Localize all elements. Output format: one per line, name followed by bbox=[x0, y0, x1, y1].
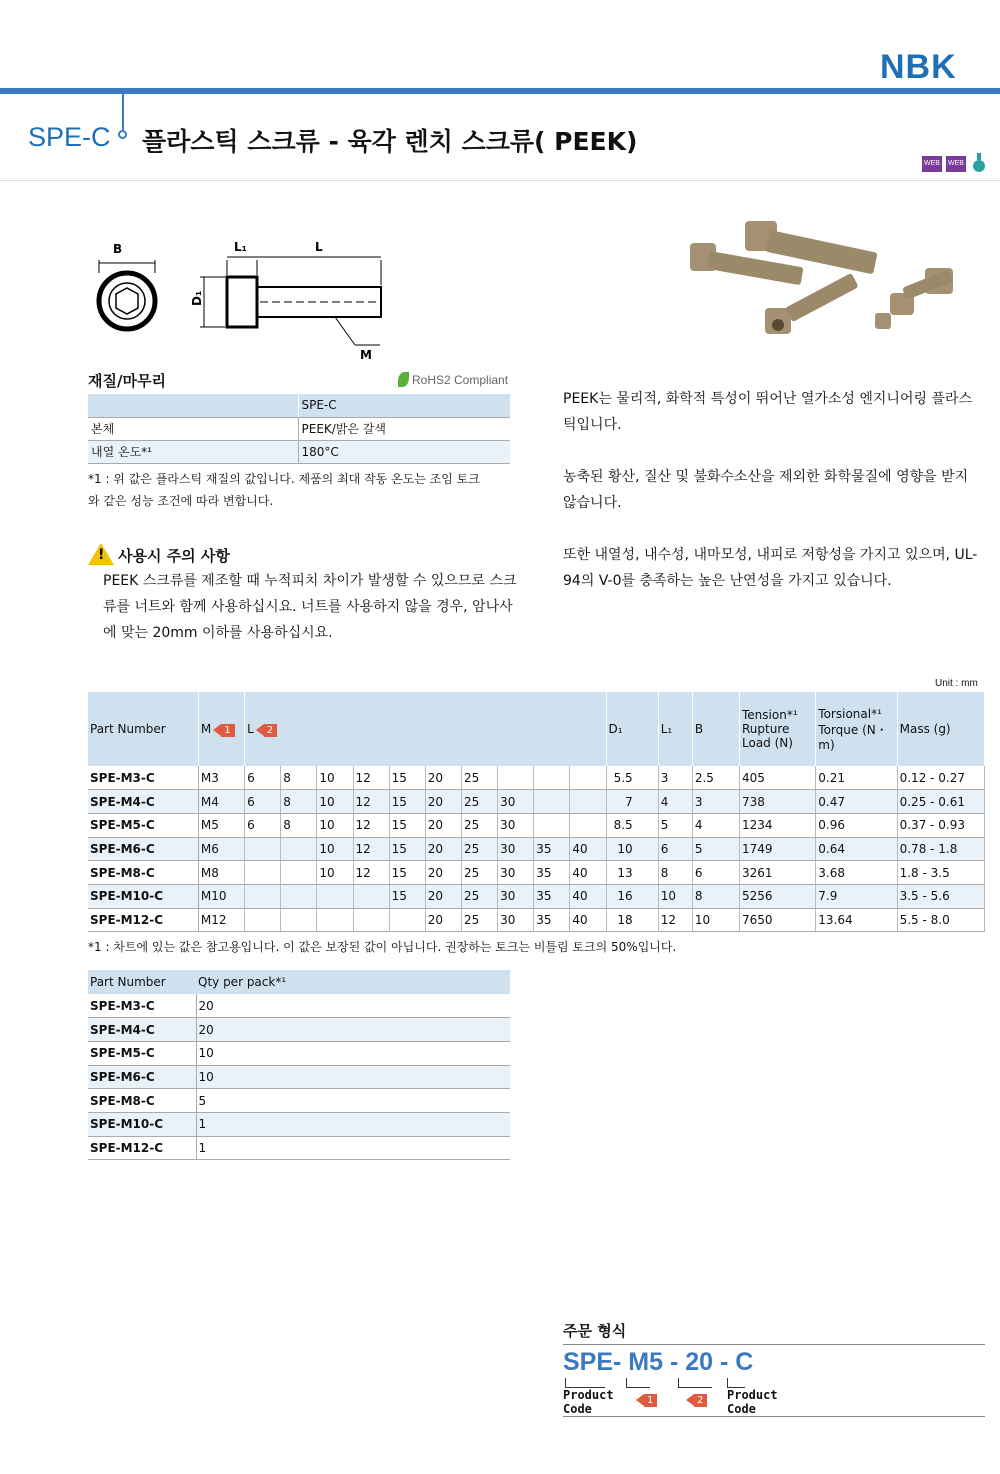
cell-l1: 6 bbox=[658, 837, 692, 861]
cell-l: 10 bbox=[317, 766, 353, 790]
cell-l: 8 bbox=[281, 790, 317, 814]
cell-l: 10 bbox=[317, 861, 353, 885]
cell-l: 15 bbox=[389, 884, 425, 908]
table-row bbox=[88, 1136, 510, 1160]
cell-l bbox=[281, 908, 317, 932]
material-col-header: SPE-C bbox=[298, 394, 510, 417]
material-value: PEEK/밝은 갈색 bbox=[298, 417, 510, 440]
unit-label: Unit : mm bbox=[935, 678, 978, 689]
order-rule-bottom bbox=[563, 1416, 985, 1417]
table-row bbox=[88, 908, 985, 932]
cell-l: 12 bbox=[353, 790, 389, 814]
cell-torque: 13.64 bbox=[816, 908, 897, 932]
bracket-code bbox=[727, 1378, 745, 1388]
screw-drawing bbox=[80, 235, 410, 365]
header-vertical-line bbox=[122, 94, 124, 130]
cell-part-number: SPE-M3-C bbox=[88, 766, 198, 790]
col-l-label: L bbox=[247, 721, 254, 736]
cell-part-number: SPE-M5-C bbox=[88, 813, 198, 837]
brand-logo: NBK bbox=[880, 48, 957, 86]
header-separator bbox=[0, 180, 1000, 181]
cell-l1: 10 bbox=[658, 884, 692, 908]
label-m: M bbox=[360, 348, 372, 362]
cell-b: 4 bbox=[692, 813, 739, 837]
cell-l: 12 bbox=[353, 813, 389, 837]
cell-l: 10 bbox=[317, 837, 353, 861]
cell-qty: 1 bbox=[196, 1112, 510, 1136]
cell-l bbox=[317, 884, 353, 908]
cell-l bbox=[317, 908, 353, 932]
cell-mass: 3.5 - 5.6 bbox=[897, 884, 984, 908]
cell-tension: 5256 bbox=[740, 884, 816, 908]
col-l1: L₁ bbox=[658, 692, 692, 766]
table-row bbox=[88, 813, 985, 837]
cell-l bbox=[534, 766, 570, 790]
cell-l1: 8 bbox=[658, 861, 692, 885]
order-label-product-2: Code bbox=[563, 1402, 592, 1416]
order-tag-2-label: 2 bbox=[694, 1394, 707, 1407]
qty-col-qty: Qty per pack*¹ bbox=[196, 970, 510, 994]
cell-m: M10 bbox=[198, 884, 244, 908]
cell-l: 25 bbox=[461, 861, 497, 885]
cell-b: 10 bbox=[692, 908, 739, 932]
cell-part-number: SPE-M5-C bbox=[88, 1041, 196, 1065]
cell-l bbox=[498, 766, 534, 790]
cell-l: 12 bbox=[353, 837, 389, 861]
cell-l bbox=[389, 908, 425, 932]
table-row bbox=[88, 1041, 510, 1065]
description-paragraph: 농축된 황산, 질산 및 불화수소산을 제외한 화학물질에 영향을 받지 않습니다. bbox=[563, 469, 969, 511]
cell-torque: 0.64 bbox=[816, 837, 897, 861]
cell-l bbox=[570, 813, 606, 837]
material-label: 본체 bbox=[88, 417, 298, 440]
cell-mass: 1.8 - 3.5 bbox=[897, 861, 984, 885]
bracket-l bbox=[678, 1378, 712, 1388]
cell-l: 15 bbox=[389, 813, 425, 837]
cell-l: 25 bbox=[461, 884, 497, 908]
cell-l bbox=[245, 861, 281, 885]
label-l: L bbox=[315, 240, 323, 254]
cell-l: 15 bbox=[389, 790, 425, 814]
cell-qty: 20 bbox=[196, 994, 510, 1018]
cell-l: 25 bbox=[461, 837, 497, 861]
tag-1: 1 bbox=[221, 724, 234, 737]
cell-tension: 1749 bbox=[740, 837, 816, 861]
cell-l: 25 bbox=[461, 908, 497, 932]
order-heading: 주문 형식 bbox=[563, 1322, 627, 1340]
flask-icon bbox=[972, 153, 986, 173]
cell-l: 30 bbox=[498, 837, 534, 861]
order-tag-1-label: 1 bbox=[644, 1394, 657, 1407]
cell-l: 30 bbox=[498, 813, 534, 837]
tag-2: 2 bbox=[264, 724, 277, 737]
cell-d1: 8.5 bbox=[606, 813, 658, 837]
order-label-code bbox=[727, 1388, 778, 1416]
rohs-badge bbox=[398, 372, 508, 387]
cell-l: 20 bbox=[425, 837, 461, 861]
cell-l1: 12 bbox=[658, 908, 692, 932]
cell-mass: 0.25 - 0.61 bbox=[897, 790, 984, 814]
cell-l: 35 bbox=[534, 861, 570, 885]
cell-l bbox=[281, 884, 317, 908]
cell-m: M6 bbox=[198, 837, 244, 861]
cell-torque: 0.47 bbox=[816, 790, 897, 814]
cell-l bbox=[570, 766, 606, 790]
cell-l: 20 bbox=[425, 884, 461, 908]
cell-torque: 7.9 bbox=[816, 884, 897, 908]
cell-l: 40 bbox=[570, 861, 606, 885]
cell-qty: 10 bbox=[196, 1041, 510, 1065]
cell-l: 30 bbox=[498, 861, 534, 885]
table-row bbox=[88, 766, 985, 790]
cell-l: 20 bbox=[425, 766, 461, 790]
cell-tension: 405 bbox=[740, 766, 816, 790]
material-heading: 재질/마무리 bbox=[88, 372, 166, 390]
cell-m: M4 bbox=[198, 790, 244, 814]
col-l bbox=[245, 692, 606, 766]
material-label: 내열 온도*¹ bbox=[88, 440, 298, 463]
cell-m: M8 bbox=[198, 861, 244, 885]
cell-tension: 7650 bbox=[740, 908, 816, 932]
cell-l: 6 bbox=[245, 813, 281, 837]
col-b: B bbox=[692, 692, 739, 766]
caution-body: PEEK 스크류를 제조할 때 누적피치 차이가 발생할 수 있으므로 스크류를 너트와 함께 사용하십시요. 너트를 사용하지 않을 경우, 암나사에 맞는 20mm 이하를 사용하십시요. bbox=[103, 573, 517, 641]
cell-l: 8 bbox=[281, 813, 317, 837]
material-value: 180°C bbox=[298, 440, 510, 463]
cell-tension: 1234 bbox=[740, 813, 816, 837]
caution-heading bbox=[88, 543, 230, 566]
cell-l bbox=[570, 790, 606, 814]
order-tag-2 bbox=[684, 1388, 707, 1407]
col-m bbox=[198, 692, 244, 766]
cell-l: 25 bbox=[461, 790, 497, 814]
col-torque: Torsional*¹ Torque (N・m) bbox=[816, 692, 897, 766]
cell-d1: 13 bbox=[606, 861, 658, 885]
cell-part-number: SPE-M6-C bbox=[88, 837, 198, 861]
table-row bbox=[88, 1112, 510, 1136]
cell-torque: 0.21 bbox=[816, 766, 897, 790]
table-row bbox=[88, 1089, 510, 1113]
cell-l: 40 bbox=[570, 884, 606, 908]
cell-part-number: SPE-M12-C bbox=[88, 1136, 196, 1160]
cell-l: 12 bbox=[353, 766, 389, 790]
order-rule bbox=[563, 1344, 985, 1345]
cell-part-number: SPE-M4-C bbox=[88, 790, 198, 814]
web-icon[interactable]: WEB bbox=[922, 156, 942, 172]
table-row bbox=[88, 994, 510, 1018]
cell-l: 6 bbox=[245, 766, 281, 790]
cell-part-number: SPE-M4-C bbox=[88, 1018, 196, 1042]
page-title: 플라스틱 스크류 - 육각 렌치 스크류( PEEK) bbox=[142, 127, 638, 156]
cell-l: 20 bbox=[425, 861, 461, 885]
cell-mass: 0.37 - 0.93 bbox=[897, 813, 984, 837]
table-row bbox=[88, 1065, 510, 1089]
cell-d1: 7 bbox=[606, 790, 658, 814]
cell-mass: 5.5 - 8.0 bbox=[897, 908, 984, 932]
web-icon-2[interactable]: WEB bbox=[946, 156, 966, 172]
cell-m: M12 bbox=[198, 908, 244, 932]
cell-l: 15 bbox=[389, 837, 425, 861]
cell-l: 10 bbox=[317, 790, 353, 814]
cell-tension: 738 bbox=[740, 790, 816, 814]
qty-table bbox=[88, 970, 510, 1160]
header-dot-icon bbox=[118, 130, 127, 139]
cell-qty: 10 bbox=[196, 1065, 510, 1089]
product-photo bbox=[690, 213, 990, 353]
table-row bbox=[88, 837, 985, 861]
cell-l: 15 bbox=[389, 861, 425, 885]
cell-l bbox=[534, 790, 570, 814]
description-paragraph: PEEK는 물리적, 화학적 특성이 뛰어난 열가소성 엔지니어링 플라스틱입니다. bbox=[563, 391, 973, 433]
table-row bbox=[88, 861, 985, 885]
cell-l: 30 bbox=[498, 908, 534, 932]
cell-b: 3 bbox=[692, 790, 739, 814]
cell-b: 5 bbox=[692, 837, 739, 861]
cell-qty: 5 bbox=[196, 1089, 510, 1113]
cell-l: 30 bbox=[498, 790, 534, 814]
bracket-m bbox=[626, 1378, 650, 1388]
cell-d1: 5.5 bbox=[606, 766, 658, 790]
cell-part-number: SPE-M6-C bbox=[88, 1065, 196, 1089]
qty-col-part-number: Part Number bbox=[88, 970, 196, 994]
cell-mass: 0.12 - 0.27 bbox=[897, 766, 984, 790]
cell-m: M3 bbox=[198, 766, 244, 790]
cell-part-number: SPE-M3-C bbox=[88, 994, 196, 1018]
cell-l: 35 bbox=[534, 837, 570, 861]
cell-l: 20 bbox=[425, 790, 461, 814]
spec-table bbox=[88, 692, 985, 932]
rohs-text: RoHS2 Compliant bbox=[412, 373, 509, 387]
cell-l: 25 bbox=[461, 813, 497, 837]
spec-note: *1 : 차트에 있는 값은 참고용입니다. 이 값은 보장된 값이 아닙니다. 권장하는 토크는 비틀림 토크의 50%입니다. bbox=[88, 940, 677, 954]
cell-l bbox=[245, 837, 281, 861]
cell-qty: 20 bbox=[196, 1018, 510, 1042]
material-note: *1 : 위 값은 플라스틱 재질의 값입니다. 제품의 최대 작동 온도는 조임 토크와 같은 성능 조건에 따라 변합니다. bbox=[88, 472, 480, 508]
cell-b: 2.5 bbox=[692, 766, 739, 790]
col-d1: D₁ bbox=[606, 692, 658, 766]
order-example: SPE- M5 - 20 - C bbox=[563, 1348, 754, 1376]
cell-l: 20 bbox=[425, 813, 461, 837]
leaf-icon bbox=[398, 372, 409, 387]
cell-l: 40 bbox=[570, 837, 606, 861]
cell-mass: 0.78 - 1.8 bbox=[897, 837, 984, 861]
cell-d1: 18 bbox=[606, 908, 658, 932]
cell-l: 25 bbox=[461, 766, 497, 790]
cell-m: M5 bbox=[198, 813, 244, 837]
cell-l: 15 bbox=[389, 766, 425, 790]
cell-l bbox=[353, 908, 389, 932]
cell-l: 8 bbox=[281, 766, 317, 790]
col-mass: Mass (g) bbox=[897, 692, 984, 766]
cell-b: 6 bbox=[692, 861, 739, 885]
caution-heading-text: 사용시 주의 사항 bbox=[118, 547, 230, 565]
cell-part-number: SPE-M12-C bbox=[88, 908, 198, 932]
cell-l: 12 bbox=[353, 861, 389, 885]
cell-l1: 5 bbox=[658, 813, 692, 837]
bracket-product bbox=[565, 1378, 605, 1388]
cell-l: 35 bbox=[534, 884, 570, 908]
cell-l: 35 bbox=[534, 908, 570, 932]
cell-b: 8 bbox=[692, 884, 739, 908]
header-rule bbox=[0, 88, 1000, 94]
product-description bbox=[563, 386, 983, 620]
order-label-code-2: Code bbox=[727, 1402, 756, 1416]
cell-l1: 3 bbox=[658, 766, 692, 790]
cell-l: 10 bbox=[317, 813, 353, 837]
order-label-product bbox=[563, 1388, 614, 1416]
label-b: B bbox=[113, 242, 123, 256]
order-tag-1 bbox=[634, 1388, 657, 1407]
cell-l: 30 bbox=[498, 884, 534, 908]
col-tension: Tension*¹ Rupture Load (N) bbox=[740, 692, 816, 766]
table-row bbox=[88, 790, 985, 814]
cell-torque: 0.96 bbox=[816, 813, 897, 837]
cell-l bbox=[245, 884, 281, 908]
label-d1: D₁ bbox=[190, 290, 204, 306]
cell-tension: 3261 bbox=[740, 861, 816, 885]
cell-torque: 3.68 bbox=[816, 861, 897, 885]
cell-l: 40 bbox=[570, 908, 606, 932]
cell-l bbox=[353, 884, 389, 908]
material-table bbox=[88, 394, 510, 464]
cell-l bbox=[534, 813, 570, 837]
cell-l bbox=[281, 861, 317, 885]
order-label-code-1: Product bbox=[727, 1388, 778, 1402]
cell-l bbox=[281, 837, 317, 861]
cell-part-number: SPE-M8-C bbox=[88, 1089, 196, 1113]
order-label-product-1: Product bbox=[563, 1388, 614, 1402]
col-m-label: M bbox=[200, 721, 212, 736]
material-corner bbox=[88, 394, 298, 417]
cell-l: 6 bbox=[245, 790, 281, 814]
cell-l: 20 bbox=[425, 908, 461, 932]
description-paragraph: 또한 내열성, 내수성, 내마모성, 내피로 저항성을 가지고 있으며, UL-94의 V-0를 충족하는 높은 난연성을 가지고 있습니다. bbox=[563, 547, 978, 589]
table-row bbox=[88, 884, 985, 908]
cell-d1: 16 bbox=[606, 884, 658, 908]
cell-l1: 4 bbox=[658, 790, 692, 814]
cell-d1: 10 bbox=[606, 837, 658, 861]
table-row bbox=[88, 1018, 510, 1042]
cell-part-number: SPE-M10-C bbox=[88, 1112, 196, 1136]
cell-part-number: SPE-M8-C bbox=[88, 861, 198, 885]
col-part-number: Part Number bbox=[88, 692, 198, 766]
cell-part-number: SPE-M10-C bbox=[88, 884, 198, 908]
label-l1: L₁ bbox=[234, 240, 247, 254]
warning-icon: ! bbox=[88, 543, 114, 565]
cell-qty: 1 bbox=[196, 1136, 510, 1160]
cell-l bbox=[245, 908, 281, 932]
product-code: SPE-C bbox=[28, 122, 111, 152]
